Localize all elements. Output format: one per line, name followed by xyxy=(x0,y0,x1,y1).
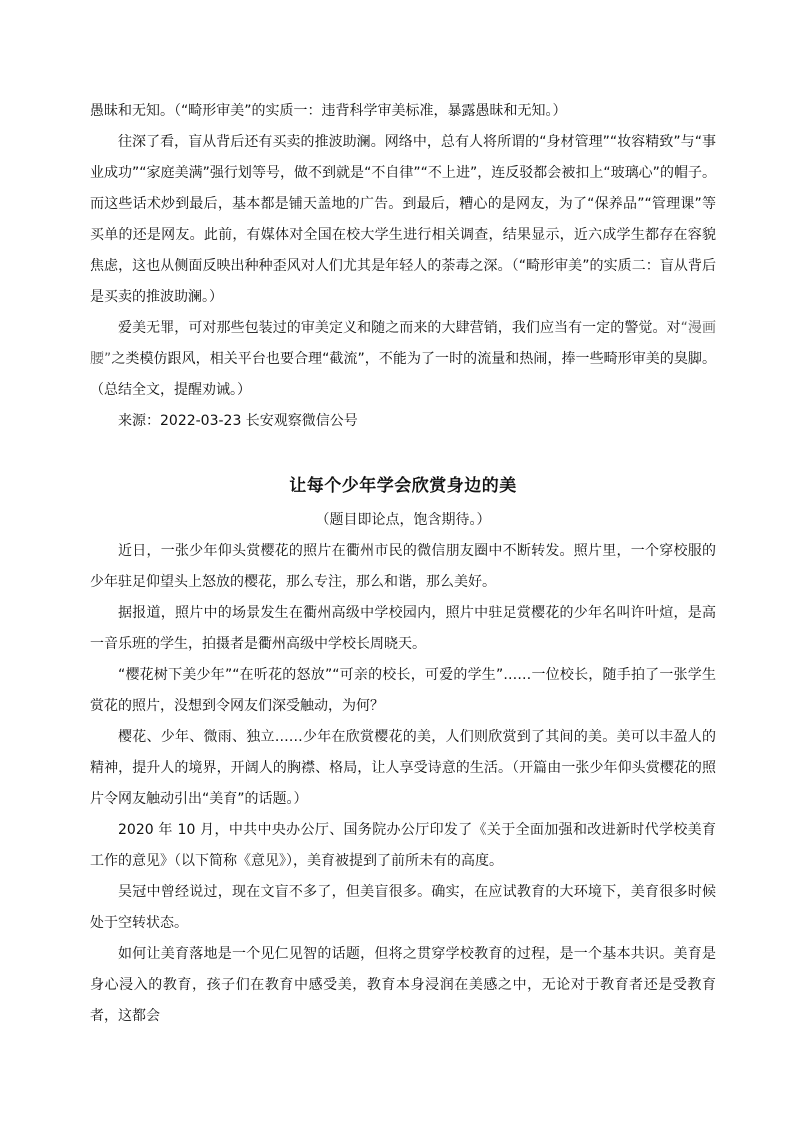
paragraph-continuation: 愚昧和无知。（“畸形审美”的实质一：违背科学审美标准，暴露愚昧和无知。） xyxy=(90,103,567,119)
paragraph: 据报道，照片中的场景发生在衢州高级中学校园内，照片中驻足赏樱花的少年名叫许叶煊，是高一音乐班的学生，拍摄者是衢州高级中学校长周晓天。 xyxy=(90,605,716,652)
paragraph: 吴冠中曾经说过，现在文盲不多了，但美盲很多。确实，在应试教育的大环境下，美育很多时候处于空转状态。 xyxy=(90,884,716,931)
article-title: 让每个少年学会欣赏身边的美 xyxy=(289,476,517,496)
paragraph: “樱花树下美少年”“在听花的怒放”“可亲的校长，可爱的学生”……一位校长，随手拍了一张学生赏花的照片，没想到令网友们深受触动，为何？ xyxy=(90,667,716,714)
source-line: 来源：2022-03-23 长安观察微信公号 xyxy=(118,413,358,429)
paragraph-text: 爱美无罪，可对那些包装过的审美定义和随之而来的大肆营销，我们应当有一定的警觉。对 xyxy=(118,320,681,336)
paragraph xyxy=(90,313,716,406)
paragraph: 樱花、少年、微雨、独立……少年在欣赏樱花的美，人们则欣赏到了其间的美。美可以丰盈人的精神，提升人的境界，开阔人的胸襟、格局，让人享受诗意的生活。（开篇由一张少年仰头赏樱花的照片令网友触动引出“美育”的话题。） xyxy=(90,729,716,807)
paragraph: 近日，一张少年仰头赏樱花的照片在衢州市民的微信朋友圈中不断转发。照片里，一个穿校服的少年驻足仰望头上怒放的樱花，那么专注，那么和谐，那么美好。 xyxy=(90,543,716,590)
quoted-term: “漫画腰” xyxy=(90,320,716,367)
paragraph: 往深了看，盲从背后还有买卖的推波助澜。网络中，总有人将所谓的“身材管理”“妆容精致”与“事业成功”“家庭美满”强行划等号，做不到就是“不自律”“不上进”，连反驳都会被扣上“玻璃心”的帽子。而这些话术炒到最后，基本都是铺天盖地的广告。到最后，糟心的是网友，为了“保养品”“管理课”等买单的还是网友。此前，有媒体对全国在校大学生进行相关调查，结果显示，近六成学生都存在容貌焦虑，这也从侧面反映出种种歪风对人们尤其是年轻人的荼毒之深。（“畸形审美”的实质二：盲从背后是买卖的推波助澜。） xyxy=(90,134,716,305)
paragraph: 如何让美育落地是一个见仁见智的话题，但将之贯穿学校教育的过程，是一个基本共识。美育是身心浸入的教育，孩子们在教育中感受美，教育本身浸润在美感之中，无论对于教育者还是受教育者，这都会 xyxy=(90,946,716,1024)
document-body xyxy=(90,96,716,1032)
paragraph-text: 之类模仿跟风，相关平台也要合理“截流”，不能为了一时的流量和热闹，捧一些畸形审美的臭脚。（总结全文，提醒劝诫。） xyxy=(90,351,716,398)
title-annotation: （题目即论点，饱含期待。） xyxy=(315,512,491,528)
paragraph: 2020 年 10 月，中共中央办公厅、国务院办公厅印发了《关于全面加强和改进新时代学校美育工作的意见》（以下简称《意见》），美育被提到了前所未有的高度。 xyxy=(90,822,716,869)
